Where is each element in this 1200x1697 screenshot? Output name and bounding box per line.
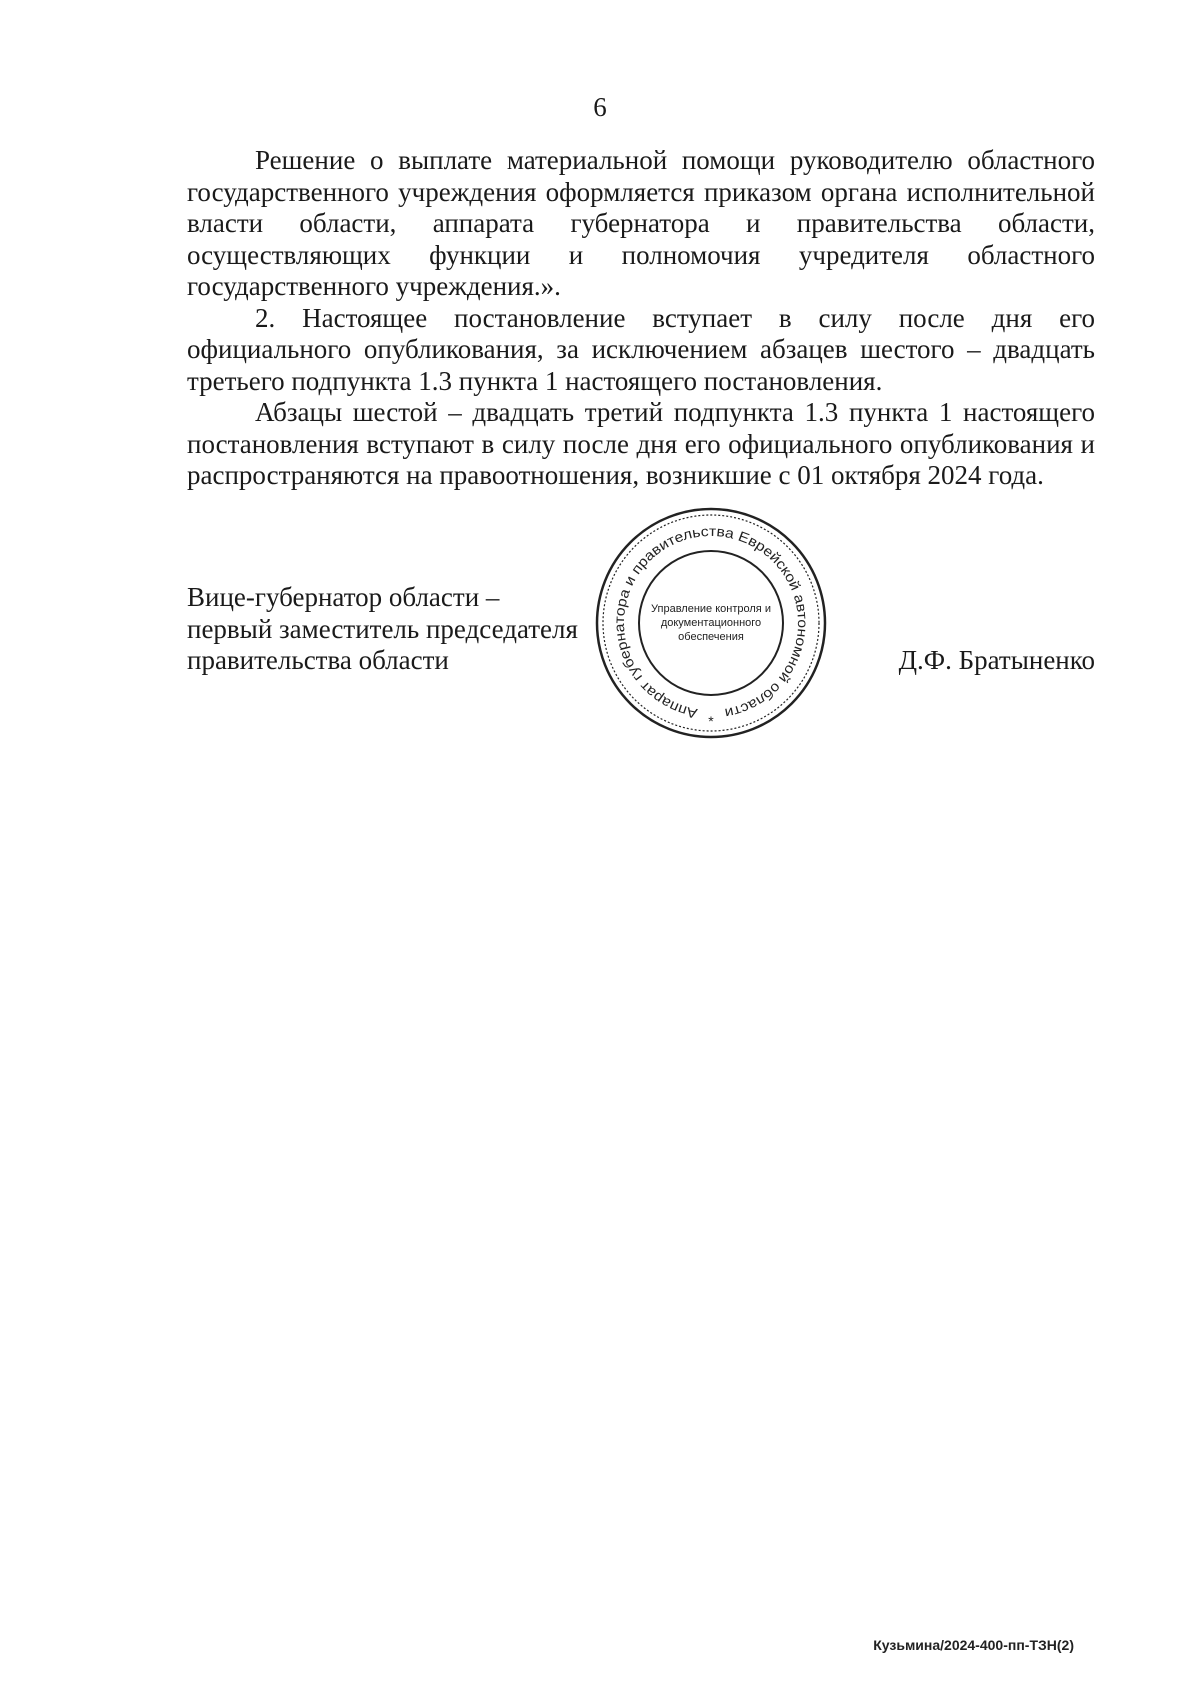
stamp-inner-line: обеспечения — [678, 631, 744, 643]
paragraph-retroactive-application: Абзацы шестой – двадцать третий подпункта 1.3 пункта 1 настоящего постановления вступают в силу после дня его официального опубликования и распространяются на правоотношения, возникшие с 01 октября 2024 года. — [187, 397, 1095, 490]
stamp-inner-line: Управление контроля и — [651, 603, 771, 615]
document-body — [187, 145, 1095, 492]
signer-name: Д.Ф. Братыненко — [898, 645, 1095, 675]
signer-title-line: Вице-губернатор области – — [187, 582, 500, 612]
page-number: 6 — [593, 92, 607, 122]
stamp-inner-line: документационного — [660, 617, 762, 629]
official-stamp — [593, 505, 829, 741]
paragraph-entry-into-force: 2. Настоящее постановление вступает в силу после дня его официального опубликования, за исключением абзацев шестого – двадцать третьего подпункта 1.3 пункта 1 настоящего постановления. — [187, 302, 1095, 396]
document-code: Кузьмина/2024-400-пп-ТЗН(2) — [873, 1637, 1074, 1653]
stamp-star-icon: * — [708, 713, 714, 729]
signer-title-line: правительства области — [187, 645, 449, 675]
signer-title-line: первый заместитель председателя — [187, 613, 578, 644]
paragraph-material-aid-decision: Решение о выплате материальной помощи руководителю областного государственного учреждения оформляется приказом органа исполнительной власти области, аппарата губернатора и правительства области, осуществляющих функции и полномочия учредителя областного государственного учреждения.». — [187, 145, 1095, 301]
stamp-outer-text-path: Аппарат губернатора и правительства Еврейской автономной области — [610, 522, 812, 722]
